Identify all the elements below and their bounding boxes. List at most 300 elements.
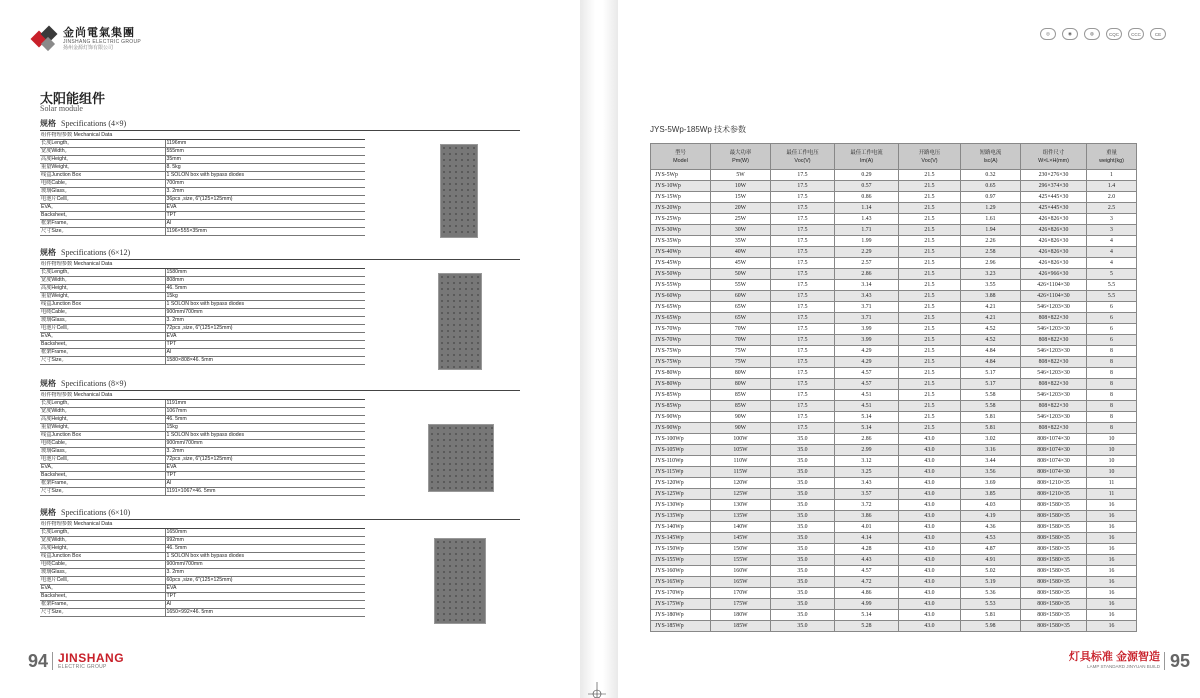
- table-row: [40, 609, 365, 617]
- crop-mark-icon: [588, 682, 606, 698]
- table-cell: JYS-180Wp: [651, 610, 711, 621]
- table-row: [40, 172, 365, 180]
- row-key: EVA。: [40, 464, 165, 472]
- table-row: [651, 511, 1137, 522]
- table-cell: 16: [1087, 522, 1137, 533]
- table-cell: 65W: [711, 313, 771, 324]
- table-row: [651, 533, 1137, 544]
- table-row: [651, 500, 1137, 511]
- column-header: 最大功率 Pm(W): [711, 144, 771, 170]
- table-cell: JYS-85Wp: [651, 390, 711, 401]
- table-cell: 1.71: [835, 225, 899, 236]
- table-row: [651, 247, 1137, 258]
- row-key: 线盒Junction Box: [40, 553, 165, 561]
- table-cell: 5.02: [961, 566, 1021, 577]
- row-value: 3. 2mm: [165, 448, 365, 456]
- table-cell: 6: [1087, 313, 1137, 324]
- table-cell: 120W: [711, 478, 771, 489]
- row-value: 36pcs ,size, 6"(125×125mm): [165, 196, 365, 204]
- logo-sub-text: 扬州金源灯饰有限公司: [63, 45, 114, 51]
- table-row: [40, 416, 365, 424]
- table-cell: 1.4: [1087, 181, 1137, 192]
- table-cell: 11: [1087, 489, 1137, 500]
- column-header: 型号 Model: [651, 144, 711, 170]
- table-cell: 546×1203×30: [1021, 302, 1087, 313]
- table-cell: 21.5: [899, 390, 961, 401]
- table-row: [651, 335, 1137, 346]
- table-cell: 5.28: [835, 621, 899, 632]
- row-key: 框架Frame。: [40, 349, 165, 357]
- page-gutter: [580, 0, 618, 698]
- table-cell: 17.5: [771, 379, 835, 390]
- table-cell: 16: [1087, 588, 1137, 599]
- row-value: 15kg: [165, 293, 365, 301]
- table-cell: 4.51: [835, 401, 899, 412]
- footer-slogan: 灯具标准 金源智造: [1068, 651, 1160, 664]
- table-cell: 296×374×30: [1021, 181, 1087, 192]
- table-cell: 70W: [711, 335, 771, 346]
- certification-icons: [1040, 28, 1166, 40]
- row-key: 宽度Width。: [40, 408, 165, 416]
- table-row: [651, 236, 1137, 247]
- table-cell: 808×822×30: [1021, 423, 1087, 434]
- table-cell: 808×1580×35: [1021, 555, 1087, 566]
- table-cell: 43.0: [899, 533, 961, 544]
- footer-right: [1069, 652, 1190, 670]
- row-key: 电池片Celll。: [40, 577, 165, 585]
- table-cell: 21.5: [899, 203, 961, 214]
- table-cell: 230×276×30: [1021, 170, 1087, 181]
- table-cell: 808×1074×30: [1021, 434, 1087, 445]
- table-cell: 85W: [711, 401, 771, 412]
- row-key: EVA。: [40, 333, 165, 341]
- table-row: [40, 301, 365, 309]
- table-cell: 4.29: [835, 346, 899, 357]
- table-row: [651, 368, 1137, 379]
- table-cell: 808×822×30: [1021, 313, 1087, 324]
- row-key: Backsheet。: [40, 472, 165, 480]
- row-key: 高度Height。: [40, 416, 165, 424]
- table-cell: 808×1580×35: [1021, 566, 1087, 577]
- row-key: 电缆Cable。: [40, 440, 165, 448]
- table-cell: 43.0: [899, 599, 961, 610]
- table-cell: 3.16: [961, 445, 1021, 456]
- table-row: [40, 440, 365, 448]
- table-row: [40, 228, 365, 236]
- table-cell: JYS-150Wp: [651, 544, 711, 555]
- table-row: [651, 346, 1137, 357]
- table-cell: 808×1580×35: [1021, 621, 1087, 632]
- row-key: 玻璃Glass。: [40, 448, 165, 456]
- table-cell: 43.0: [899, 500, 961, 511]
- table-cell: 425×445×30: [1021, 203, 1087, 214]
- table-cell: 10: [1087, 434, 1137, 445]
- row-value: 72pcs ,size, 6"(125×125mm): [165, 456, 365, 464]
- table-cell: 16: [1087, 577, 1137, 588]
- table-row: [651, 258, 1137, 269]
- table-cell: 546×1203×30: [1021, 390, 1087, 401]
- table-cell: 185W: [711, 621, 771, 632]
- table-cell: 35.0: [771, 599, 835, 610]
- row-value: 1 SOLON box with bypass diodes: [165, 553, 365, 561]
- table-cell: 80W: [711, 379, 771, 390]
- table-cell: 8: [1087, 390, 1137, 401]
- ccc-icon: CQC: [1106, 28, 1122, 40]
- table-cell: 25W: [711, 214, 771, 225]
- solar-panel-8x9-image: [428, 424, 494, 492]
- table-row: [40, 156, 365, 164]
- table-cell: 10: [1087, 467, 1137, 478]
- row-value: 3. 2mm: [165, 317, 365, 325]
- column-header: 最佳工作电压 Voc(V): [771, 144, 835, 170]
- table-cell: JYS-165Wp: [651, 577, 711, 588]
- table-cell: 808×1580×35: [1021, 500, 1087, 511]
- row-value: 3. 2mm: [165, 569, 365, 577]
- table-cell: 10W: [711, 181, 771, 192]
- table-cell: 2.29: [835, 247, 899, 258]
- row-key: EVA。: [40, 204, 165, 212]
- row-value: 1650mm: [165, 529, 365, 537]
- table-cell: JYS-15Wp: [651, 192, 711, 203]
- table-cell: 140W: [711, 522, 771, 533]
- row-key: 电缆Cable。: [40, 309, 165, 317]
- table-row: [40, 464, 365, 472]
- table-cell: 43.0: [899, 522, 961, 533]
- table-cell: 426×826×30: [1021, 247, 1087, 258]
- table-cell: 808×1580×35: [1021, 522, 1087, 533]
- table-cell: 17.5: [771, 423, 835, 434]
- ce-mark-icon: CCC: [1128, 28, 1144, 40]
- table-cell: 3.69: [961, 478, 1021, 489]
- table-cell: 1.14: [835, 203, 899, 214]
- table-cell: 4.57: [835, 566, 899, 577]
- table-row: [40, 188, 365, 196]
- table-cell: 808×1210×35: [1021, 489, 1087, 500]
- table-row: [40, 212, 365, 220]
- table-cell: 35.0: [771, 566, 835, 577]
- table-cell: 808×1580×35: [1021, 610, 1087, 621]
- table-row: [40, 448, 365, 456]
- table-cell: 10: [1087, 445, 1137, 456]
- column-header: 组件尺寸 W×L×H(mm): [1021, 144, 1087, 170]
- table-cell: 43.0: [899, 511, 961, 522]
- table-cell: JYS-145Wp: [651, 533, 711, 544]
- table-cell: 5.5: [1087, 280, 1137, 291]
- table-row: [651, 379, 1137, 390]
- table-cell: 3.23: [961, 269, 1021, 280]
- row-value: 700mm: [165, 180, 365, 188]
- row-key: 尺寸Size。: [40, 488, 165, 496]
- table-row: [40, 220, 365, 228]
- row-key: 高度Height。: [40, 285, 165, 293]
- table-cell: 3.99: [835, 335, 899, 346]
- table-cell: 4.21: [961, 313, 1021, 324]
- table-cell: 1.94: [961, 225, 1021, 236]
- table-cell: 43.0: [899, 445, 961, 456]
- table-cell: 21.5: [899, 412, 961, 423]
- table-cell: 808×1210×35: [1021, 478, 1087, 489]
- footer-left: [28, 652, 124, 670]
- row-key: 尺寸Size。: [40, 228, 165, 236]
- table-cell: 1: [1087, 170, 1137, 181]
- table-cell: 40W: [711, 247, 771, 258]
- table-cell: 165W: [711, 577, 771, 588]
- table-row: [651, 566, 1137, 577]
- table-cell: 426×1104×30: [1021, 280, 1087, 291]
- table-cell: 35.0: [771, 610, 835, 621]
- row-value: 992mm: [165, 537, 365, 545]
- table-cell: 3.85: [961, 489, 1021, 500]
- table-cell: 17.5: [771, 236, 835, 247]
- row-value: 555mm: [165, 148, 365, 156]
- table-cell: 180W: [711, 610, 771, 621]
- table-cell: 15W: [711, 192, 771, 203]
- table-cell: 4.01: [835, 522, 899, 533]
- table-cell: 2.26: [961, 236, 1021, 247]
- table-cell: 4: [1087, 258, 1137, 269]
- table-cell: 8: [1087, 379, 1137, 390]
- table-cell: 3.44: [961, 456, 1021, 467]
- table-header: 组件物理参数 Mechanical Data: [40, 132, 365, 140]
- table-cell: 21.5: [899, 214, 961, 225]
- table-cell: 5.81: [961, 412, 1021, 423]
- row-key: 长度Length。: [40, 140, 165, 148]
- table-cell: 17.5: [771, 269, 835, 280]
- table-cell: 35.0: [771, 489, 835, 500]
- table-row: [651, 434, 1137, 445]
- table-cell: 43.0: [899, 489, 961, 500]
- table-row: [40, 480, 365, 488]
- column-header: 重量 weight(kg): [1087, 144, 1137, 170]
- row-value: EVA: [165, 585, 365, 593]
- table-cell: 2.96: [961, 258, 1021, 269]
- table-row: [40, 488, 365, 496]
- table-cell: 125W: [711, 489, 771, 500]
- table-cell: 20W: [711, 203, 771, 214]
- table-cell: 10: [1087, 456, 1137, 467]
- table-cell: JYS-160Wp: [651, 566, 711, 577]
- table-cell: 2.57: [835, 258, 899, 269]
- table-cell: JYS-65Wp: [651, 302, 711, 313]
- table-cell: 5.53: [961, 599, 1021, 610]
- table-cell: 3.12: [835, 456, 899, 467]
- table-cell: 90W: [711, 423, 771, 434]
- row-value: 1067mm: [165, 408, 365, 416]
- table-row: [651, 467, 1137, 478]
- table-cell: 21.5: [899, 346, 961, 357]
- table-cell: 2.86: [835, 269, 899, 280]
- table-cell: 808×1580×35: [1021, 588, 1087, 599]
- table-cell: 2.0: [1087, 192, 1137, 203]
- table-cell: 35.0: [771, 533, 835, 544]
- logo-diamond-icon: [33, 26, 59, 52]
- table-cell: JYS-75Wp: [651, 346, 711, 357]
- table-cell: 115W: [711, 467, 771, 478]
- row-key: 电池片Celll。: [40, 196, 165, 204]
- row-value: Al: [165, 480, 365, 488]
- table-cell: 3.71: [835, 313, 899, 324]
- row-key: 重量Weight。: [40, 293, 165, 301]
- table-cell: 3.86: [835, 511, 899, 522]
- table-cell: 21.5: [899, 368, 961, 379]
- table-cell: 17.5: [771, 181, 835, 192]
- table-cell: 3.56: [961, 467, 1021, 478]
- table-cell: 175W: [711, 599, 771, 610]
- table-cell: 21.5: [899, 247, 961, 258]
- table-cell: 35.0: [771, 445, 835, 456]
- table-row: [651, 280, 1137, 291]
- row-key: 玻璃Glass。: [40, 569, 165, 577]
- table-cell: 80W: [711, 368, 771, 379]
- table-cell: 17.5: [771, 280, 835, 291]
- row-key: 玻璃Glass。: [40, 188, 165, 196]
- table-cell: JYS-85Wp: [651, 401, 711, 412]
- table-cell: 3: [1087, 214, 1137, 225]
- table-cell: 21.5: [899, 192, 961, 203]
- table-cell: 50W: [711, 269, 771, 280]
- table-cell: 17.5: [771, 390, 835, 401]
- table-cell: 17.5: [771, 313, 835, 324]
- table-row: [40, 545, 365, 553]
- table-cell: JYS-185Wp: [651, 621, 711, 632]
- table-cell: 1.61: [961, 214, 1021, 225]
- row-value: 1196×555×35mm: [165, 228, 365, 236]
- column-header: 最佳工作电流 Im(A): [835, 144, 899, 170]
- table-row: [651, 577, 1137, 588]
- row-key: 电缆Cable。: [40, 561, 165, 569]
- cqc-icon: ◍: [1084, 28, 1100, 40]
- table-cell: 8: [1087, 423, 1137, 434]
- table-cell: 35W: [711, 236, 771, 247]
- table-cell: 1.43: [835, 214, 899, 225]
- table-row: [651, 390, 1137, 401]
- row-key: 框架Frame。: [40, 480, 165, 488]
- table-cell: 1.99: [835, 236, 899, 247]
- row-value: Al: [165, 601, 365, 609]
- table-cell: 4.57: [835, 368, 899, 379]
- table-cell: 35.0: [771, 511, 835, 522]
- row-value: 900mm/700mm: [165, 561, 365, 569]
- table-cell: 546×1203×30: [1021, 346, 1087, 357]
- table-cell: 5.81: [961, 610, 1021, 621]
- table-cell: 8: [1087, 346, 1137, 357]
- table-header: 组件物理参数 Mechanical Data: [40, 521, 365, 529]
- mechanical-data-table: [40, 521, 365, 617]
- table-cell: 4.91: [961, 555, 1021, 566]
- table-row: [40, 537, 365, 545]
- table-cell: 21.5: [899, 401, 961, 412]
- table-cell: 0.86: [835, 192, 899, 203]
- table-row: [651, 357, 1137, 368]
- table-cell: 16: [1087, 599, 1137, 610]
- table-cell: JYS-45Wp: [651, 258, 711, 269]
- table-cell: 4.51: [835, 390, 899, 401]
- table-cell: 3.43: [835, 291, 899, 302]
- row-value: 8. 5kg: [165, 164, 365, 172]
- table-cell: 21.5: [899, 236, 961, 247]
- table-cell: 43.0: [899, 434, 961, 445]
- table-cell: 808×1580×35: [1021, 511, 1087, 522]
- table-cell: JYS-50Wp: [651, 269, 711, 280]
- table-cell: 4.36: [961, 522, 1021, 533]
- table-row: [651, 192, 1137, 203]
- spec-section-title: 规格 Specifications (8×9): [40, 379, 127, 388]
- table-row: [40, 196, 365, 204]
- brand-logo: [33, 22, 141, 56]
- table-cell: 43.0: [899, 610, 961, 621]
- table-cell: JYS-75Wp: [651, 357, 711, 368]
- row-value: 35mm: [165, 156, 365, 164]
- table-row: [40, 180, 365, 188]
- table-cell: JYS-65Wp: [651, 313, 711, 324]
- table-cell: 17.5: [771, 258, 835, 269]
- table-cell: 4.84: [961, 357, 1021, 368]
- row-key: 框架Frame。: [40, 601, 165, 609]
- table-cell: 4.72: [835, 577, 899, 588]
- logo-en-text: JINSHANG ELECTRIC GROUP: [63, 39, 142, 45]
- table-cell: JYS-70Wp: [651, 324, 711, 335]
- table-cell: 546×1203×30: [1021, 324, 1087, 335]
- table-row: [651, 599, 1137, 610]
- table-row: [40, 277, 365, 285]
- table-cell: 105W: [711, 445, 771, 456]
- table-cell: 21.5: [899, 302, 961, 313]
- table-row: [40, 140, 365, 148]
- table-cell: 4.99: [835, 599, 899, 610]
- table-row: [40, 333, 365, 341]
- table-cell: 426×826×30: [1021, 236, 1087, 247]
- row-key: 线盒Junction Box: [40, 172, 165, 180]
- row-value: Al: [165, 220, 365, 228]
- table-row: [40, 400, 365, 408]
- row-key: 宽度Width。: [40, 148, 165, 156]
- row-key: 高度Height。: [40, 156, 165, 164]
- table-cell: 3.88: [961, 291, 1021, 302]
- table-row: [40, 472, 365, 480]
- table-cell: 43.0: [899, 588, 961, 599]
- row-value: 900mm/700mm: [165, 309, 365, 317]
- table-cell: JYS-55Wp: [651, 280, 711, 291]
- table-cell: 17.5: [771, 412, 835, 423]
- row-key: 宽度Width。: [40, 277, 165, 285]
- row-value: TPT: [165, 212, 365, 220]
- row-value: 3. 2mm: [165, 188, 365, 196]
- table-cell: 30W: [711, 225, 771, 236]
- table-cell: 3.14: [835, 280, 899, 291]
- table-cell: 17.5: [771, 203, 835, 214]
- table-cell: 4: [1087, 247, 1137, 258]
- row-key: 电池片Celll。: [40, 325, 165, 333]
- row-key: 尺寸Size。: [40, 609, 165, 617]
- table-cell: 21.5: [899, 181, 961, 192]
- table-cell: 426×966×30: [1021, 269, 1087, 280]
- table-cell: 4.84: [961, 346, 1021, 357]
- table-cell: 11: [1087, 478, 1137, 489]
- table-cell: JYS-30Wp: [651, 225, 711, 236]
- table-cell: 17.5: [771, 335, 835, 346]
- table-cell: 1.29: [961, 203, 1021, 214]
- mechanical-data-table: [40, 261, 365, 365]
- row-key: Backsheet。: [40, 593, 165, 601]
- table-cell: 43.0: [899, 478, 961, 489]
- table-cell: 4: [1087, 236, 1137, 247]
- table-cell: 170W: [711, 588, 771, 599]
- table-cell: 43.0: [899, 456, 961, 467]
- row-value: 1191mm: [165, 400, 365, 408]
- table-cell: 21.5: [899, 280, 961, 291]
- table-cell: 100W: [711, 434, 771, 445]
- table-cell: JYS-35Wp: [651, 236, 711, 247]
